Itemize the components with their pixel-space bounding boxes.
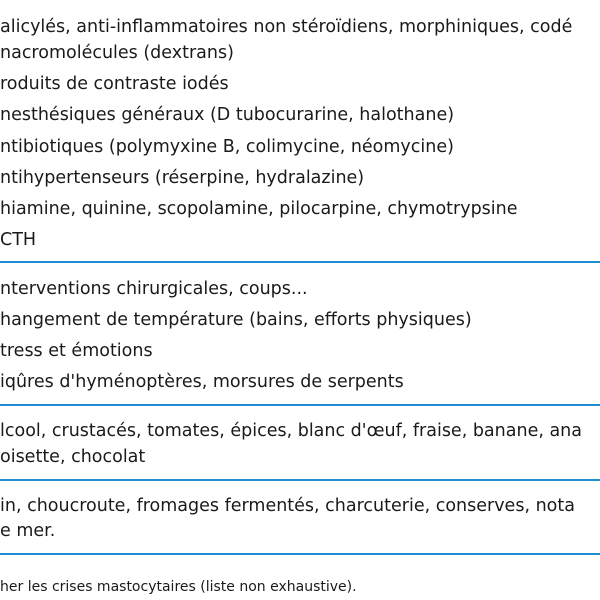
section-divider — [0, 479, 600, 481]
table-bottom-rule — [0, 553, 600, 555]
section-divider — [0, 261, 600, 263]
section-divider — [0, 404, 600, 406]
list-line: iqûres d'hyménoptères, morsures de serpents — [0, 372, 404, 392]
list-line: in, choucroute, fromages fermentés, charcuterie, conserves, nota — [0, 496, 575, 516]
list-line: oisette, chocolat — [0, 447, 146, 467]
list-line: nesthésiques généraux (D tubocurarine, halothane) — [0, 105, 455, 125]
list-line: ntibiotiques (polymyxine B, colimycine, néomycine) — [0, 137, 454, 157]
table-caption: her les crises mastocytaires (liste non exhaustive). — [0, 579, 357, 595]
list-line: roduits de contraste iodés — [0, 74, 229, 94]
list-line: hiamine, quinine, scopolamine, pilocarpine, chymotrypsine — [0, 199, 518, 219]
list-line: nacromolécules (dextrans) — [0, 43, 234, 63]
list-line: lcool, crustacés, tomates, épices, blanc d'œuf, fraise, banane, ana — [0, 421, 582, 441]
list-line: CTH — [0, 230, 37, 250]
list-line: e mer. — [0, 521, 56, 541]
list-line: alicylés, anti-inflammatoires non stéroïdiens, morphiniques, codé — [0, 17, 573, 37]
list-line: ntihypertenseurs (réserpine, hydralazine) — [0, 168, 365, 188]
list-line: tress et émotions — [0, 341, 153, 361]
list-line: hangement de température (bains, efforts physiques) — [0, 310, 472, 330]
list-line: nterventions chirurgicales, coups... — [0, 279, 308, 299]
